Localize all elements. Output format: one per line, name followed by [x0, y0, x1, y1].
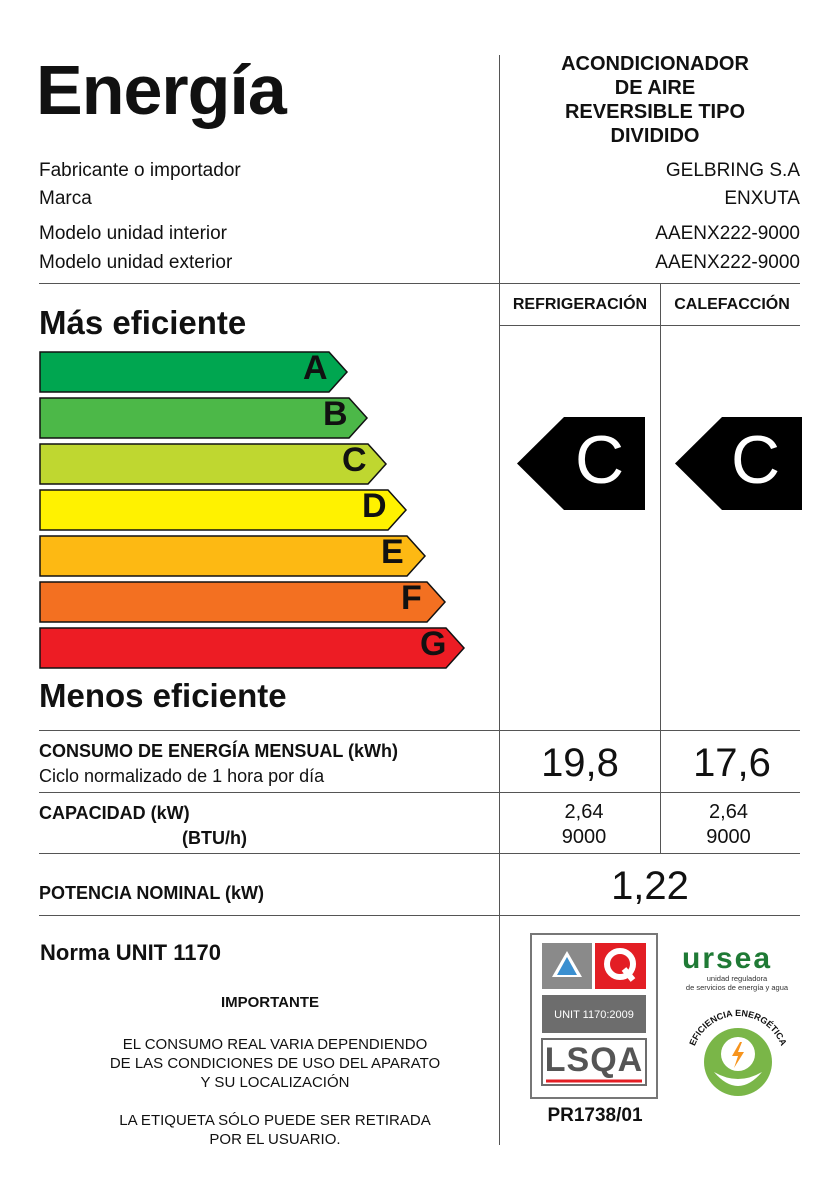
notice-line: Y SU LOCALIZACIÓN [200, 1074, 350, 1091]
consumption-sublabel: Ciclo normalizado de 1 hora por día [39, 766, 325, 786]
ursea-subtitle [682, 974, 792, 992]
notice-line: DE LAS CONDICIONES DE USO DEL APARATO [109, 1055, 441, 1072]
divider-consumption [39, 792, 800, 793]
rating-letter-heating: C [731, 422, 781, 498]
ursea-subtitle-line: unidad reguladora [706, 974, 768, 983]
notice-line: EL CONSUMO REAL VARIA DEPENDIENDO [122, 1036, 428, 1053]
seal-text: EFICIENCIA ENERGÉTICA [687, 1007, 789, 1048]
lsqa-brand-text: LSQA [544, 1041, 644, 1079]
divider-capacity [39, 853, 800, 854]
outdoor-model-label: Modelo unidad exterior [39, 252, 233, 273]
efficiency-bar-g [39, 627, 466, 667]
capacity-heating-kw: 2,64 [709, 801, 748, 823]
consumption-label: CONSUMO DE ENERGÍA MENSUAL (kWh) [39, 741, 399, 761]
product-type-line: ACONDICIONADOR [561, 53, 749, 75]
notice-removal [60, 1111, 490, 1149]
manufacturer-label: Fabricante o importador [39, 160, 241, 181]
efficiency-bar-letter: C [342, 441, 367, 479]
brand-label: Marca [39, 188, 92, 209]
efficiency-bar-e [39, 535, 427, 575]
brand-value: ENXUTA [724, 188, 800, 209]
label-title: Energía [36, 51, 286, 129]
efficiency-bar-letter: F [401, 579, 422, 617]
manufacturer-value: GELBRING S.A [665, 160, 800, 181]
ursea-logo: ursea [682, 942, 773, 975]
power-label: POTENCIA NOMINAL (kW) [39, 883, 264, 903]
column-head-heating: CALEFACCIÓN [674, 296, 790, 313]
scale-bottom-label: Menos eficiente [39, 677, 287, 714]
efficiency-bar-d [39, 489, 408, 529]
indoor-model-label: Modelo unidad interior [39, 223, 228, 244]
scale-top-label: Más eficiente [39, 304, 247, 341]
column-head-cooling: REFRIGERACIÓN [512, 296, 648, 313]
divider-header [39, 283, 800, 284]
efficiency-bar-letter: E [381, 533, 404, 571]
efficiency-bar-letter: A [303, 349, 328, 387]
efficiency-bar-letter: D [362, 487, 387, 525]
efficiency-seal-icon [680, 1000, 795, 1100]
product-type-line: DE AIRE [614, 77, 696, 99]
divider-column-heads [499, 325, 800, 326]
capacity-btu-label: (BTU/h) [182, 828, 247, 848]
consumption-cooling-value: 19,8 [541, 741, 619, 785]
rating-arrow-heating [675, 417, 802, 515]
efficiency-bar-c [39, 443, 388, 483]
divider-scale-bottom [39, 730, 800, 731]
efficiency-bar-f [39, 581, 447, 621]
lsqa-certification-logo [530, 933, 658, 1099]
product-type-line: REVERSIBLE TIPO [564, 101, 746, 123]
efficiency-bar-letter: G [420, 625, 447, 663]
power-value: 1,22 [611, 864, 689, 908]
lsqa-standard-text: UNIT 1170:2009 [554, 1009, 634, 1021]
efficiency-bar-b [39, 397, 369, 437]
notice-line: LA ETIQUETA SÓLO PUEDE SER RETIRADA [119, 1112, 431, 1129]
rating-letter-cooling: C [575, 422, 625, 498]
divider-power [39, 915, 800, 916]
capacity-heating-btu: 9000 [706, 826, 751, 848]
outdoor-model-value: AAENX222-9000 [655, 252, 800, 273]
product-type-line: DIVIDIDO [610, 125, 700, 147]
notice-line: POR EL USUARIO. [209, 1131, 341, 1148]
capacity-label: CAPACIDAD (kW) [39, 803, 190, 823]
certification-code: PR1738/01 [547, 1105, 643, 1126]
norma-text: Norma UNIT 1170 [40, 940, 221, 965]
efficiency-bar-a [39, 351, 349, 391]
consumption-heating-value: 17,6 [693, 741, 771, 785]
energy-efficiency-seal [680, 1000, 795, 1105]
capacity-cooling-btu: 9000 [561, 826, 607, 848]
column-divider-main [499, 55, 500, 1145]
efficiency-bar-letter: B [323, 395, 348, 433]
notice-consumption [60, 1035, 490, 1092]
capacity-cooling-kw: 2,64 [564, 801, 604, 823]
indoor-model-value: AAENX222-9000 [655, 223, 800, 244]
product-type [510, 52, 800, 148]
rating-arrow-cooling [517, 417, 645, 515]
ursea-subtitle-line: de servicios de energía y agua [685, 983, 789, 992]
important-title: IMPORTANTE [220, 994, 320, 1011]
